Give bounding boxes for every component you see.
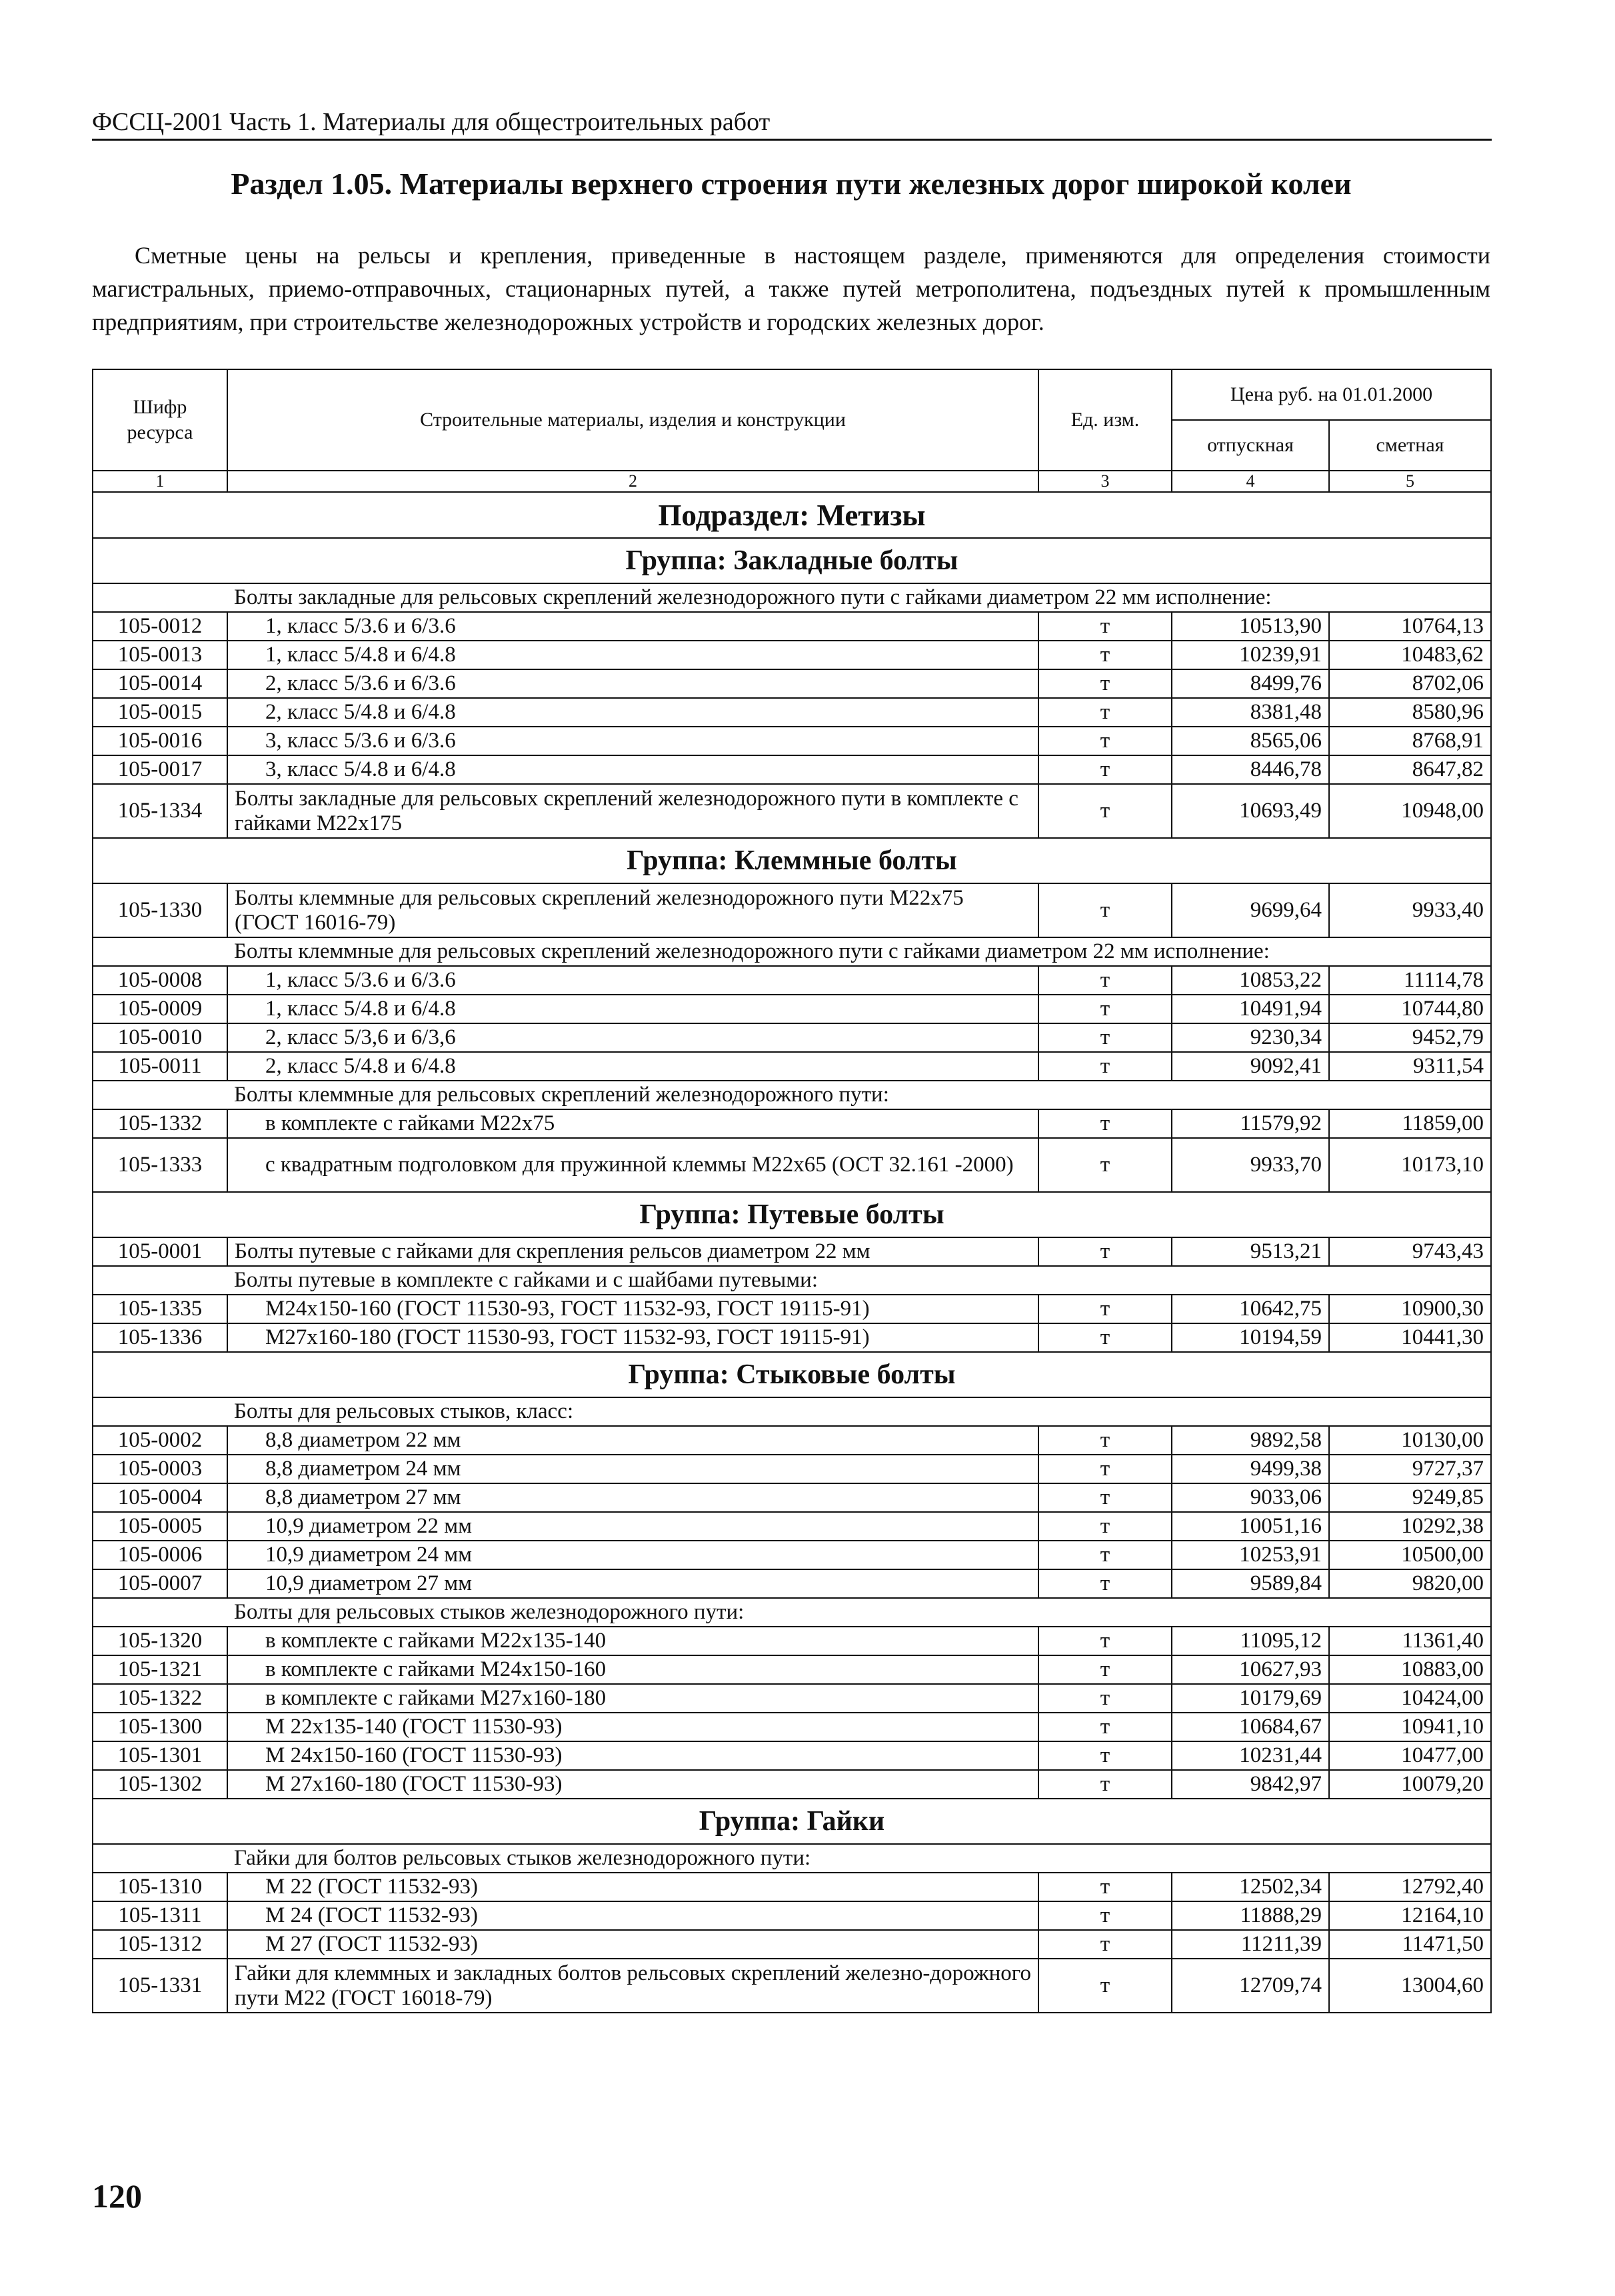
estimate-price: 8768,91	[1329, 727, 1491, 755]
release-price: 8499,76	[1172, 669, 1329, 698]
material-name: М 27х160-180 (ГОСТ 11530-93)	[227, 1770, 1038, 1799]
estimate-price: 11114,78	[1329, 966, 1491, 995]
material-name: 2, класс 5/4.8 и 6/4.8	[227, 1052, 1038, 1081]
table-row	[93, 1655, 1491, 1684]
estimate-price: 10744,80	[1329, 995, 1491, 1023]
table-row	[93, 1023, 1491, 1052]
unit-of-measure: т	[1038, 1569, 1172, 1598]
unit-of-measure: т	[1038, 995, 1172, 1023]
estimate-price: 10900,30	[1329, 1295, 1491, 1323]
col-number: 3	[1038, 471, 1172, 492]
estimate-price: 10477,00	[1329, 1741, 1491, 1770]
table-row	[93, 1901, 1491, 1930]
col-header-code: Шифр ресурса	[93, 369, 227, 471]
table-row	[93, 1713, 1491, 1741]
table-row	[93, 641, 1491, 669]
resource-code: 105-0010	[93, 1023, 227, 1052]
unit-of-measure: т	[1038, 1483, 1172, 1512]
table-row	[93, 1627, 1491, 1655]
table-row	[93, 698, 1491, 727]
resource-code: 105-0013	[93, 641, 227, 669]
release-price: 10194,59	[1172, 1323, 1329, 1352]
release-price: 10642,75	[1172, 1295, 1329, 1323]
resource-code: 105-0015	[93, 698, 227, 727]
material-name: 3, класс 5/3.6 и 6/3.6	[227, 727, 1038, 755]
context-text: Болты путевые в комплекте с гайками и с шайбами путевыми:	[227, 1266, 1491, 1295]
material-name: М 22 (ГОСТ 11532-93)	[227, 1873, 1038, 1901]
group-row	[93, 538, 1491, 583]
estimate-price: 10883,00	[1329, 1655, 1491, 1684]
material-name: 3, класс 5/4.8 и 6/4.8	[227, 755, 1038, 784]
release-price: 9842,97	[1172, 1770, 1329, 1799]
group-row	[93, 1799, 1491, 1844]
table-row	[93, 755, 1491, 784]
estimate-price: 10292,38	[1329, 1512, 1491, 1541]
group-row	[93, 1352, 1491, 1397]
material-name: 2, класс 5/3.6 и 6/3.6	[227, 669, 1038, 698]
material-name: М27х160-180 (ГОСТ 11530-93, ГОСТ 11532-93, ГОСТ 19115-91)	[227, 1323, 1038, 1352]
unit-of-measure: т	[1038, 1052, 1172, 1081]
resource-code: 105-1311	[93, 1901, 227, 1930]
resource-code: 105-1334	[93, 784, 227, 838]
empty-cell	[93, 1081, 227, 1109]
release-price: 11095,12	[1172, 1627, 1329, 1655]
context-text: Болты клеммные для рельсовых скреплений железнодорожного пути:	[227, 1081, 1491, 1109]
resource-code: 105-1333	[93, 1138, 227, 1192]
release-price: 9699,64	[1172, 883, 1329, 937]
release-price: 10853,22	[1172, 966, 1329, 995]
release-price: 8381,48	[1172, 698, 1329, 727]
resource-code: 105-1300	[93, 1713, 227, 1741]
context-row	[93, 1081, 1491, 1109]
table-row	[93, 1930, 1491, 1959]
col-header-release: отпускная	[1172, 420, 1329, 471]
material-name: 10,9 диаметром 27 мм	[227, 1569, 1038, 1598]
resource-code: 105-1312	[93, 1930, 227, 1959]
resource-code: 105-0014	[93, 669, 227, 698]
context-row	[93, 1266, 1491, 1295]
release-price: 9589,84	[1172, 1569, 1329, 1598]
table-row	[93, 1483, 1491, 1512]
unit-of-measure: т	[1038, 1959, 1172, 2013]
resource-code: 105-0016	[93, 727, 227, 755]
col-header-estimate: сметная	[1329, 420, 1491, 471]
col-number: 1	[93, 471, 227, 492]
resource-code: 105-0004	[93, 1483, 227, 1512]
unit-of-measure: т	[1038, 1655, 1172, 1684]
release-price: 8565,06	[1172, 727, 1329, 755]
release-price: 12709,74	[1172, 1959, 1329, 2013]
estimate-price: 10500,00	[1329, 1541, 1491, 1569]
material-name: М 27 (ГОСТ 11532-93)	[227, 1930, 1038, 1959]
unit-of-measure: т	[1038, 784, 1172, 838]
resource-code: 105-1320	[93, 1627, 227, 1655]
empty-cell	[93, 583, 227, 612]
release-price: 10491,94	[1172, 995, 1329, 1023]
unit-of-measure: т	[1038, 1930, 1172, 1959]
material-name: 8,8 диаметром 27 мм	[227, 1483, 1038, 1512]
unit-of-measure: т	[1038, 1323, 1172, 1352]
material-name: 2, класс 5/4.8 и 6/4.8	[227, 698, 1038, 727]
table-row	[93, 1426, 1491, 1455]
table-body	[93, 492, 1491, 2013]
unit-of-measure: т	[1038, 1426, 1172, 1455]
resource-code: 105-1335	[93, 1295, 227, 1323]
material-name: Болты путевые с гайками для скрепления рельсов диаметром 22 мм	[227, 1237, 1038, 1266]
group-row	[93, 838, 1491, 883]
release-price: 10627,93	[1172, 1655, 1329, 1684]
resource-code: 105-1301	[93, 1741, 227, 1770]
resource-code: 105-0005	[93, 1512, 227, 1541]
material-name: М24х150-160 (ГОСТ 11530-93, ГОСТ 11532-93, ГОСТ 19115-91)	[227, 1295, 1038, 1323]
col-number: 2	[227, 471, 1038, 492]
unit-of-measure: т	[1038, 883, 1172, 937]
unit-of-measure: т	[1038, 1455, 1172, 1483]
material-name: 1, класс 5/4.8 и 6/4.8	[227, 995, 1038, 1023]
release-price: 10693,49	[1172, 784, 1329, 838]
page-number: 120	[92, 2177, 142, 2215]
subsection-title: Подраздел: Метизы	[93, 492, 1491, 538]
unit-of-measure: т	[1038, 1237, 1172, 1266]
resource-code: 105-1321	[93, 1655, 227, 1684]
resource-code: 105-0001	[93, 1237, 227, 1266]
table-row	[93, 1109, 1491, 1138]
context-row	[93, 1397, 1491, 1426]
release-price: 10179,69	[1172, 1684, 1329, 1713]
material-name: 8,8 диаметром 24 мм	[227, 1455, 1038, 1483]
context-text: Болты для рельсовых стыков, класс:	[227, 1397, 1491, 1426]
estimate-price: 11859,00	[1329, 1109, 1491, 1138]
estimate-price: 11471,50	[1329, 1930, 1491, 1959]
table-row	[93, 1138, 1491, 1192]
price-table	[92, 369, 1492, 2013]
unit-of-measure: т	[1038, 1627, 1172, 1655]
section-title: Раздел 1.05. Материалы верхнего строения пути железных дорог широкой колеи	[231, 167, 1352, 201]
table-row	[93, 1959, 1491, 2013]
unit-of-measure: т	[1038, 1873, 1172, 1901]
resource-code: 105-1336	[93, 1323, 227, 1352]
material-name: 10,9 диаметром 22 мм	[227, 1512, 1038, 1541]
estimate-price: 11361,40	[1329, 1627, 1491, 1655]
release-price: 9092,41	[1172, 1052, 1329, 1081]
unit-of-measure: т	[1038, 641, 1172, 669]
group-title: Группа: Путевые болты	[93, 1192, 1491, 1237]
release-price: 10051,16	[1172, 1512, 1329, 1541]
material-name: в комплекте с гайками М24х150-160	[227, 1655, 1038, 1684]
col-header-unit: Ед. изм.	[1038, 369, 1172, 471]
table-row	[93, 669, 1491, 698]
estimate-price: 10764,13	[1329, 612, 1491, 641]
material-name: М 22х135-140 (ГОСТ 11530-93)	[227, 1713, 1038, 1741]
col-number: 4	[1172, 471, 1329, 492]
resource-code: 105-0006	[93, 1541, 227, 1569]
unit-of-measure: т	[1038, 1512, 1172, 1541]
release-price: 9892,58	[1172, 1426, 1329, 1455]
estimate-price: 9820,00	[1329, 1569, 1491, 1598]
resource-code: 105-1332	[93, 1109, 227, 1138]
release-price: 10239,91	[1172, 641, 1329, 669]
group-title: Группа: Закладные болты	[93, 538, 1491, 583]
unit-of-measure: т	[1038, 755, 1172, 784]
release-price: 10231,44	[1172, 1741, 1329, 1770]
estimate-price: 9743,43	[1329, 1237, 1491, 1266]
col-header-name: Строительные материалы, изделия и конструкции	[227, 369, 1038, 471]
material-name: с квадратным подголовком для пружинной клеммы М22х65 (ОСТ 32.161 -2000)	[227, 1138, 1038, 1192]
material-name: Болты клеммные для рельсовых скреплений железнодорожного пути М22х75 (ГОСТ 16016-79)	[227, 883, 1038, 937]
estimate-price: 12792,40	[1329, 1873, 1491, 1901]
col-header-price-group: Цена руб. на 01.01.2000	[1172, 369, 1491, 420]
estimate-price: 10483,62	[1329, 641, 1491, 669]
resource-code: 105-0011	[93, 1052, 227, 1081]
unit-of-measure: т	[1038, 1023, 1172, 1052]
context-row	[93, 583, 1491, 612]
context-row	[93, 1844, 1491, 1873]
estimate-price: 8702,06	[1329, 669, 1491, 698]
estimate-price: 8647,82	[1329, 755, 1491, 784]
estimate-price: 10173,10	[1329, 1138, 1491, 1192]
table-row	[93, 1569, 1491, 1598]
context-row	[93, 937, 1491, 966]
material-name: 8,8 диаметром 22 мм	[227, 1426, 1038, 1455]
unit-of-measure: т	[1038, 698, 1172, 727]
estimate-price: 12164,10	[1329, 1901, 1491, 1930]
context-text: Болты для рельсовых стыков железнодорожного пути:	[227, 1598, 1491, 1627]
table-row	[93, 1873, 1491, 1901]
table-row	[93, 612, 1491, 641]
release-price: 8446,78	[1172, 755, 1329, 784]
empty-cell	[93, 1266, 227, 1295]
table-row	[93, 1684, 1491, 1713]
table-row	[93, 1052, 1491, 1081]
release-price: 9499,38	[1172, 1455, 1329, 1483]
table-row	[93, 727, 1491, 755]
table-row	[93, 1512, 1491, 1541]
context-text: Болты клеммные для рельсовых скреплений железнодорожного пути с гайками диаметром 22 мм исполнение:	[227, 937, 1491, 966]
estimate-price: 13004,60	[1329, 1959, 1491, 2013]
unit-of-measure: т	[1038, 727, 1172, 755]
resource-code: 105-1310	[93, 1873, 227, 1901]
release-price: 9933,70	[1172, 1138, 1329, 1192]
unit-of-measure: т	[1038, 966, 1172, 995]
table-row	[93, 1455, 1491, 1483]
estimate-price: 10130,00	[1329, 1426, 1491, 1455]
col-number: 5	[1329, 471, 1491, 492]
group-row	[93, 1192, 1491, 1237]
table-row	[93, 1770, 1491, 1799]
table-row	[93, 1323, 1491, 1352]
context-text: Гайки для болтов рельсовых стыков железнодорожного пути:	[227, 1844, 1491, 1873]
release-price: 11888,29	[1172, 1901, 1329, 1930]
subsection-row	[93, 492, 1491, 538]
material-name: Гайки для клеммных и закладных болтов рельсовых скреплений железно-дорожного пути М22 (ГОСТ 16018-79)	[227, 1959, 1038, 2013]
release-price: 10684,67	[1172, 1713, 1329, 1741]
resource-code: 105-0008	[93, 966, 227, 995]
table-row	[93, 1237, 1491, 1266]
resource-code: 105-1302	[93, 1770, 227, 1799]
table-row	[93, 784, 1491, 838]
unit-of-measure: т	[1038, 1901, 1172, 1930]
resource-code: 105-0002	[93, 1426, 227, 1455]
table-row	[93, 995, 1491, 1023]
material-name: 1, класс 5/3.6 и 6/3.6	[227, 966, 1038, 995]
estimate-price: 10079,20	[1329, 1770, 1491, 1799]
table-row	[93, 966, 1491, 995]
estimate-price: 9311,54	[1329, 1052, 1491, 1081]
unit-of-measure: т	[1038, 612, 1172, 641]
release-price: 9230,34	[1172, 1023, 1329, 1052]
material-name: 1, класс 5/4.8 и 6/4.8	[227, 641, 1038, 669]
table-row	[93, 883, 1491, 937]
resource-code: 105-0017	[93, 755, 227, 784]
release-price: 10253,91	[1172, 1541, 1329, 1569]
table-row	[93, 1741, 1491, 1770]
unit-of-measure: т	[1038, 1295, 1172, 1323]
material-name: М 24х150-160 (ГОСТ 11530-93)	[227, 1741, 1038, 1770]
resource-code: 105-1322	[93, 1684, 227, 1713]
context-row	[93, 1598, 1491, 1627]
material-name: в комплекте с гайками М22х75	[227, 1109, 1038, 1138]
intro-paragraph: Сметные цены на рельсы и крепления, приведенные в настоящем разделе, применяются для определения стоимости магистральных, приемо-отправочных, стационарных путей, а также путей метрополитена, подъездных путей к промышленным предприятиям, при строительстве железнодорожных устройств и городских железных дорог.	[92, 242, 1490, 335]
group-title: Группа: Клеммные болты	[93, 838, 1491, 883]
material-name: 10,9 диаметром 24 мм	[227, 1541, 1038, 1569]
material-name: в комплекте с гайками М27х160-180	[227, 1684, 1038, 1713]
empty-cell	[93, 1844, 227, 1873]
material-name: 2, класс 5/3,6 и 6/3,6	[227, 1023, 1038, 1052]
unit-of-measure: т	[1038, 1541, 1172, 1569]
estimate-price: 9933,40	[1329, 883, 1491, 937]
resource-code: 105-0009	[93, 995, 227, 1023]
group-title: Группа: Гайки	[93, 1799, 1491, 1844]
release-price: 9033,06	[1172, 1483, 1329, 1512]
unit-of-measure: т	[1038, 1770, 1172, 1799]
estimate-price: 10941,10	[1329, 1713, 1491, 1741]
release-price: 10513,90	[1172, 612, 1329, 641]
unit-of-measure: т	[1038, 669, 1172, 698]
empty-cell	[93, 1397, 227, 1426]
release-price: 12502,34	[1172, 1873, 1329, 1901]
estimate-price: 10441,30	[1329, 1323, 1491, 1352]
estimate-price: 9452,79	[1329, 1023, 1491, 1052]
estimate-price: 10424,00	[1329, 1684, 1491, 1713]
resource-code: 105-0003	[93, 1455, 227, 1483]
release-price: 11211,39	[1172, 1930, 1329, 1959]
release-price: 11579,92	[1172, 1109, 1329, 1138]
empty-cell	[93, 1598, 227, 1627]
resource-code: 105-0007	[93, 1569, 227, 1598]
estimate-price: 9727,37	[1329, 1455, 1491, 1483]
resource-code: 105-1330	[93, 883, 227, 937]
resource-code: 105-0012	[93, 612, 227, 641]
material-name: М 24 (ГОСТ 11532-93)	[227, 1901, 1038, 1930]
empty-cell	[93, 937, 227, 966]
unit-of-measure: т	[1038, 1713, 1172, 1741]
estimate-price: 10948,00	[1329, 784, 1491, 838]
material-name: 1, класс 5/3.6 и 6/3.6	[227, 612, 1038, 641]
material-name: Болты закладные для рельсовых скреплений железнодорожного пути в комплекте с гайками М22х175	[227, 784, 1038, 838]
material-name: в комплекте с гайками М22х135-140	[227, 1627, 1038, 1655]
unit-of-measure: т	[1038, 1684, 1172, 1713]
running-header: ФССЦ-2001 Часть 1. Материалы для общестроительных работ	[92, 107, 1492, 141]
unit-of-measure: т	[1038, 1741, 1172, 1770]
resource-code: 105-1331	[93, 1959, 227, 2013]
unit-of-measure: т	[1038, 1138, 1172, 1192]
context-text: Болты закладные для рельсовых скреплений железнодорожного пути с гайками диаметром 22 мм исполнение:	[227, 583, 1491, 612]
unit-of-measure: т	[1038, 1109, 1172, 1138]
release-price: 9513,21	[1172, 1237, 1329, 1266]
estimate-price: 8580,96	[1329, 698, 1491, 727]
table-row	[93, 1541, 1491, 1569]
table-row	[93, 1295, 1491, 1323]
group-title: Группа: Стыковые болты	[93, 1352, 1491, 1397]
estimate-price: 9249,85	[1329, 1483, 1491, 1512]
